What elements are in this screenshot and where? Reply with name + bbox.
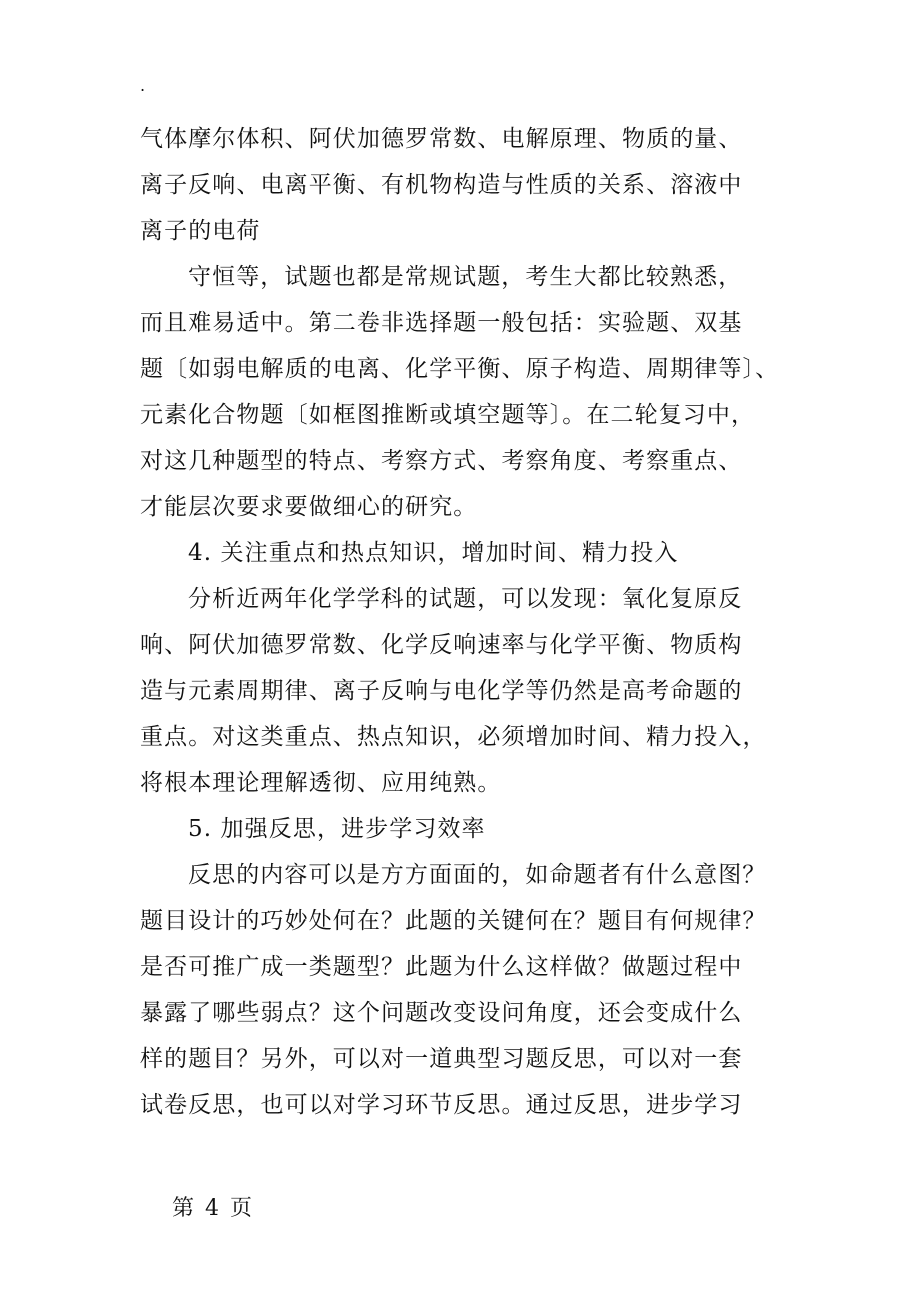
text-line: 离子反响、电离平衡、有机物构造与性质的关系、溶液中 [140,172,743,198]
text-line: 是否可推广成一类题型？此题为什么这样做？做题过程中 [140,954,743,980]
text-line: 响、阿伏加德罗常数、化学反响速率与化学平衡、物质构 [140,632,743,658]
text-line: 气体摩尔体积、阿伏加德罗常数、电解原理、物质的量、 [140,126,743,152]
text-line: 元素化合物题〔如框图推断或填空题等〕。在二轮复习中， [140,402,756,428]
text-line: 样的题目？另外，可以对一道典型习题反思，可以对一套 [140,1046,743,1072]
text-line: 题〔如弱电解质的电离、化学平衡、原子构造、周期律等〕、 [140,356,780,382]
text-line: 造与元素周期律、离子反响与电化学等仍然是高考命题的 [140,678,743,704]
text-line: 重点。对这类重点、热点知识，必须增加时间、精力投入， [140,724,767,750]
text-line: 题目设计的巧妙处何在？此题的关键何在？题目有何规律？ [140,908,767,934]
section-heading-5: 5. 加强反思，进步学习效率 [188,816,486,842]
text-line: 离子的电荷 [140,218,261,244]
text-line: 试卷反思，也可以对学习环节反思。通过反思，进步学习 [140,1092,743,1118]
paragraph-start-line: 反思的内容可以是方方面面的，如命题者有什么意图？ [188,862,767,888]
page-number: 第 4 页 [172,1196,254,1221]
section-heading-4: 4. 关注重点和热点知识，增加时间、精力投入 [188,540,679,566]
paragraph-start-line: 分析近两年化学学科的试题，可以发现：氧化复原反 [188,586,743,612]
text-line: 才能层次要求要做细心的研究。 [140,494,478,520]
body-text [140,116,780,1128]
text-line: 对这几种题型的特点、考察方式、考察角度、考察重点、 [140,448,743,474]
header-mark: . [140,76,146,95]
text-line: 将根本理论理解透彻、应用纯熟。 [140,770,502,796]
text-line: 暴露了哪些弱点？这个问题改变设问角度，还会变成什么 [140,1000,743,1026]
paragraph-start-line: 守恒等，试题也都是常规试题，考生大都比较熟悉， [188,264,743,290]
text-line: 而且难易适中。第二卷非选择题一般包括：实验题、双基 [140,310,743,336]
